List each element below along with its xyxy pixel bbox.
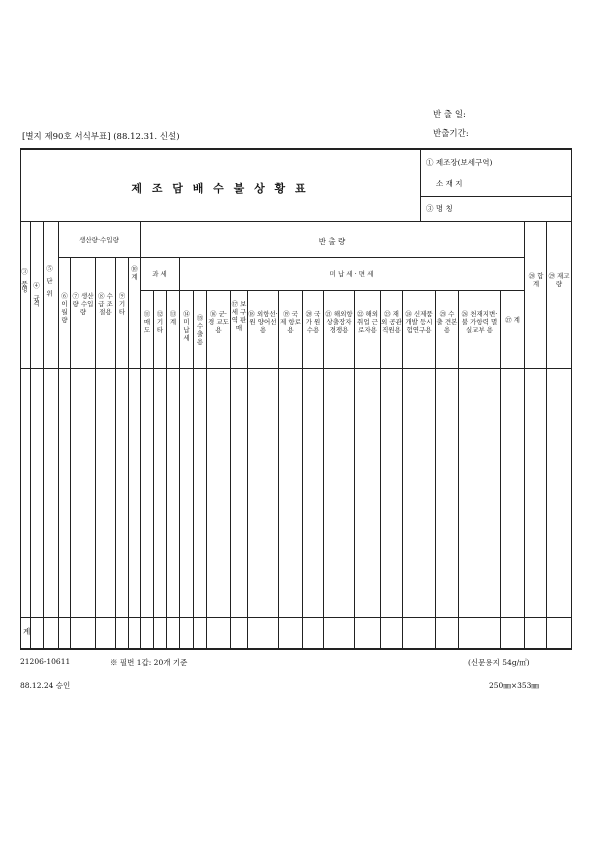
shipment-date-label: 반 출 일: [433, 110, 466, 120]
unit-header: ⑤ 단 위 [45, 265, 53, 296]
location-label: 소 재 지 [436, 179, 463, 188]
taxed-group-header: 과 세 [152, 270, 167, 278]
table-bottom-border [20, 648, 572, 650]
paper-spec: (신문용지 54g/㎡) [468, 658, 530, 667]
paper-size: 250㎜×353㎜ [489, 681, 539, 690]
total3-header: ㉗ 계 [505, 316, 520, 324]
total-row-label: 계 [23, 627, 31, 636]
form-title: 제 조 담 배 수 불 상 황 표 [131, 182, 309, 195]
sale-header: ⑪ 매 도 [143, 310, 151, 334]
quality-header: ㉕ 수 출 견본용 [436, 310, 458, 334]
name-label: ③ 명 칭 [426, 204, 453, 213]
sample-header: ㉔ 신제품개발 등시험연구용 [405, 310, 433, 334]
carryover-header: ⑥ 이월량 [61, 292, 68, 324]
export-header: ⑮ 수출용 [196, 314, 204, 346]
total-row-line [20, 617, 572, 618]
total1-header: ⑩ 계 [131, 265, 138, 281]
table-top-border [20, 148, 572, 150]
supply-header: ⑧ 수 급 조절용 [98, 292, 113, 316]
production-group-header: 생산량·수입량 [79, 236, 119, 244]
bonded-header: ⑰ 보 세 구 역 판매 [231, 300, 247, 332]
disaster-header: ㉓ 재외 공관 직원용 [381, 310, 402, 334]
etc1-header: ⑨ 기 타 [118, 292, 126, 316]
civil-header: ㉖ 천재지변·불 가항력 멸실교부 용 [461, 310, 498, 334]
worker-header: ㉒ 해외취업 근로자용 [356, 310, 379, 334]
footer-note: ※ 필번 1갑: 20개 기준 [110, 658, 188, 667]
produced-header: ⑦ 생산량 수입량 [72, 292, 94, 316]
military-header: ⑯ 군·경 교도용 [208, 310, 229, 334]
state-guest-header: ⑲ 국 제 항로용 [280, 310, 301, 334]
form-code: 21206-10611 [20, 657, 71, 666]
stock-header: ㉙ 재고량 [548, 272, 570, 288]
vessel-header: ⑱ 외항선·원 양어선용 [248, 310, 278, 334]
total2-header: ⑬ 계 [169, 310, 177, 326]
grand-total-header: ㉘ 합 계 [528, 272, 544, 288]
unpaid-header: ⑭ 미 납 세 [183, 310, 190, 342]
etc2-header: ⑫ 기 타 [156, 310, 164, 334]
header-bottom-line [20, 368, 572, 369]
factory-label: ① 제조장(보세구역) [426, 158, 493, 167]
shipment-period-label: 반출기간: [433, 129, 469, 139]
brand-header: ③ 품명 [20, 268, 28, 292]
spec-header: ④ 규격 [32, 282, 40, 306]
foreign-header: ⑳ 국 가 원수용 [305, 310, 321, 334]
approval-date: 88.12.24 승인 [20, 681, 71, 690]
form-reference: [별지 제90호 서식부표] (88.12.31. 신설) [22, 132, 180, 142]
unpaid-group-header: 미 납 세 · 면 세 [329, 270, 374, 278]
shipment-group-header: 반 출 량 [318, 237, 346, 246]
overseas-header: ㉑ 해외항 상출장자 경쟁용 [325, 310, 353, 334]
